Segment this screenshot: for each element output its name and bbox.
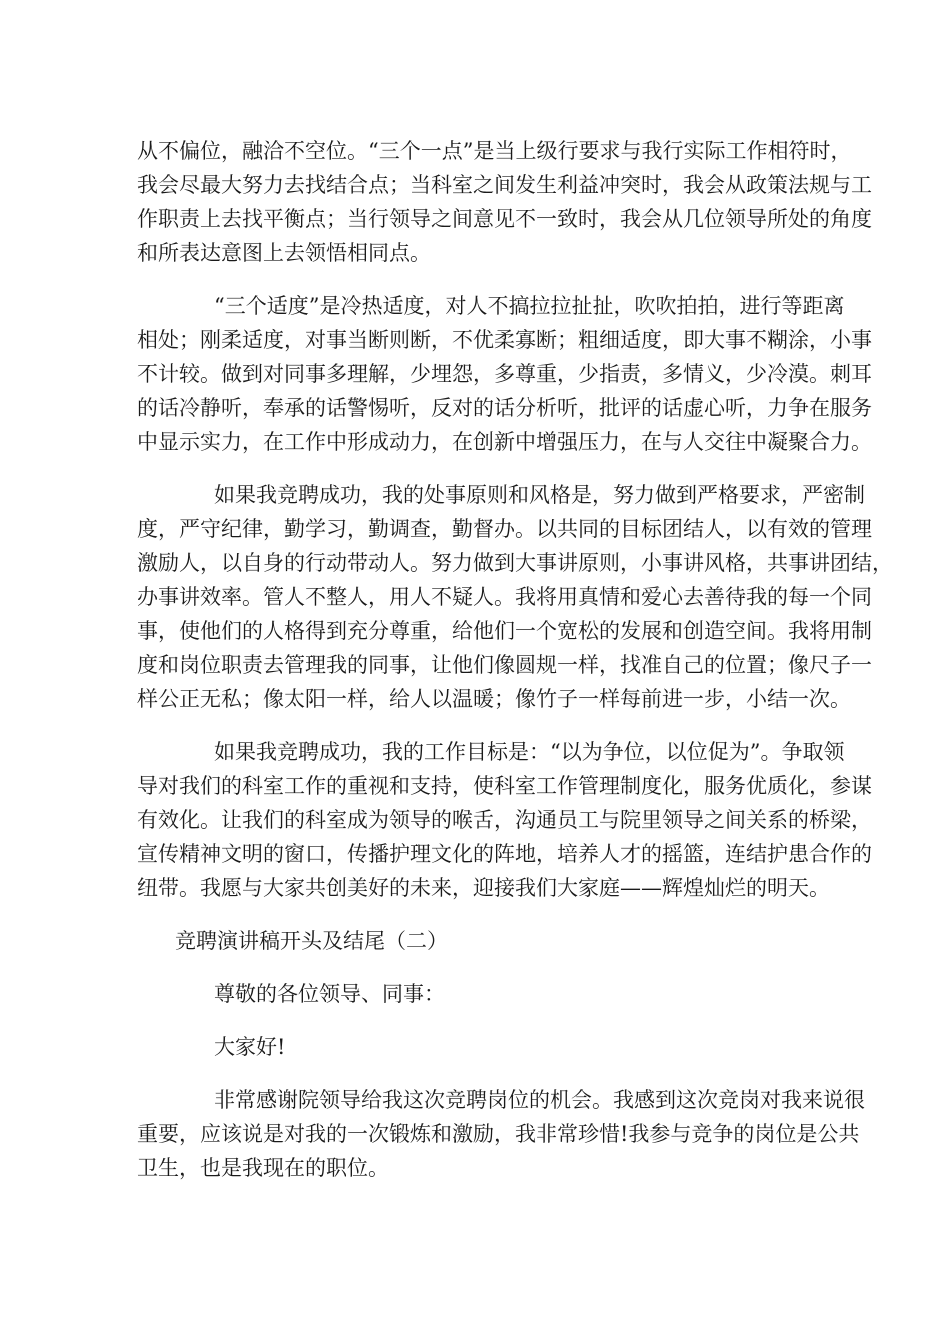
greeting: 大家好! (214, 1035, 286, 1059)
paragraph-3-line-7: 样公正无私；像太阳一样，给人以温暖；像竹子一样每前进一步，小结一次。 (137, 687, 851, 711)
paragraph-1-line-2: 我会尽最大努力去找结合点；当科室之间发生利益冲突时，我会从政策法规与工 (137, 173, 872, 197)
paragraph-3-line-2: 度，严守纪律，勤学习，勤调查，勤督办。以共同的目标团结人，以有效的管理 (137, 517, 872, 541)
paragraph-4-line-4: 宣传精神文明的窗口，传播护理文化的阵地，培养人才的摇篮，连结护患合作的 (137, 842, 872, 866)
paragraph-2-line-5: 中显示实力，在工作中形成动力，在创新中增强压力，在与人交往中凝聚合力。 (137, 430, 872, 454)
section-title: 竞聘演讲稿开头及结尾（二） (175, 929, 448, 953)
paragraph-2-line-1: “三个适度”是冷热适度，对人不搞拉拉扯扯，吹吹拍拍，进行等距离 (214, 294, 845, 318)
paragraph-1-line-4: 和所表达意图上去领悟相同点。 (137, 241, 431, 265)
salutation: 尊敬的各位领导、同事： (214, 982, 445, 1006)
paragraph-4-line-5: 纽带。我愿与大家共创美好的未来，迎接我们大家庭——辉煌灿烂的明天。 (137, 876, 830, 900)
paragraph-2-line-2: 相处；刚柔适度，对事当断则断，不优柔寡断；粗细适度，即大事不糊涂，小事 (137, 328, 872, 352)
closing-paragraph-line-1: 非常感谢院领导给我这次竞聘岗位的机会。我感到这次竞岗对我来说很 (214, 1088, 865, 1112)
paragraph-3-line-6: 度和岗位职责去管理我的同事，让他们像圆规一样，找准自己的位置；像尺子一 (137, 653, 872, 677)
paragraph-4-line-3: 有效化。让我们的科室成为领导的喉舌，沟通员工与院里领导之间关系的桥梁， (137, 808, 872, 832)
paragraph-2-line-3: 不计较。做到对同事多理解，少埋怨，多尊重，少指责，多情义，少冷漠。刺耳 (137, 362, 872, 386)
paragraph-3-line-1: 如果我竞聘成功，我的处事原则和风格是，努力做到严格要求，严密制 (214, 483, 865, 507)
paragraph-4-line-2: 导对我们的科室工作的重视和支持，使科室工作管理制度化，服务优质化，参谋 (137, 774, 872, 798)
paragraph-1-line-1: 从不偏位，融洽不空位。“三个一点”是当上级行要求与我行实际工作相符时， (137, 139, 852, 163)
paragraph-4-line-1: 如果我竞聘成功，我的工作目标是：“以为争位，以位促为”。争取领 (214, 740, 845, 764)
paragraph-1-line-3: 作职责上去找平衡点；当行领导之间意见不一致时，我会从几位领导所处的角度 (137, 207, 872, 231)
paragraph-3-line-4: 办事讲效率。管人不整人，用人不疑人。我将用真情和爱心去善待我的每一个同 (137, 585, 872, 609)
closing-paragraph-line-3: 卫生，也是我现在的职位。 (137, 1156, 389, 1180)
paragraph-3-line-5: 事，使他们的人格得到充分尊重，给他们一个宽松的发展和创造空间。我将用制 (137, 619, 872, 643)
closing-paragraph-line-2: 重要，应该说是对我的一次锻炼和激励，我非常珍惜!我参与竞争的岗位是公共 (137, 1122, 860, 1146)
paragraph-3-line-3: 激励人，以自身的行动带动人。努力做到大事讲原则，小事讲风格，共事讲团结， (137, 551, 893, 575)
paragraph-2-line-4: 的话冷静听，奉承的话警惕听，反对的话分析听，批评的话虚心听，力争在服务 (137, 396, 872, 420)
